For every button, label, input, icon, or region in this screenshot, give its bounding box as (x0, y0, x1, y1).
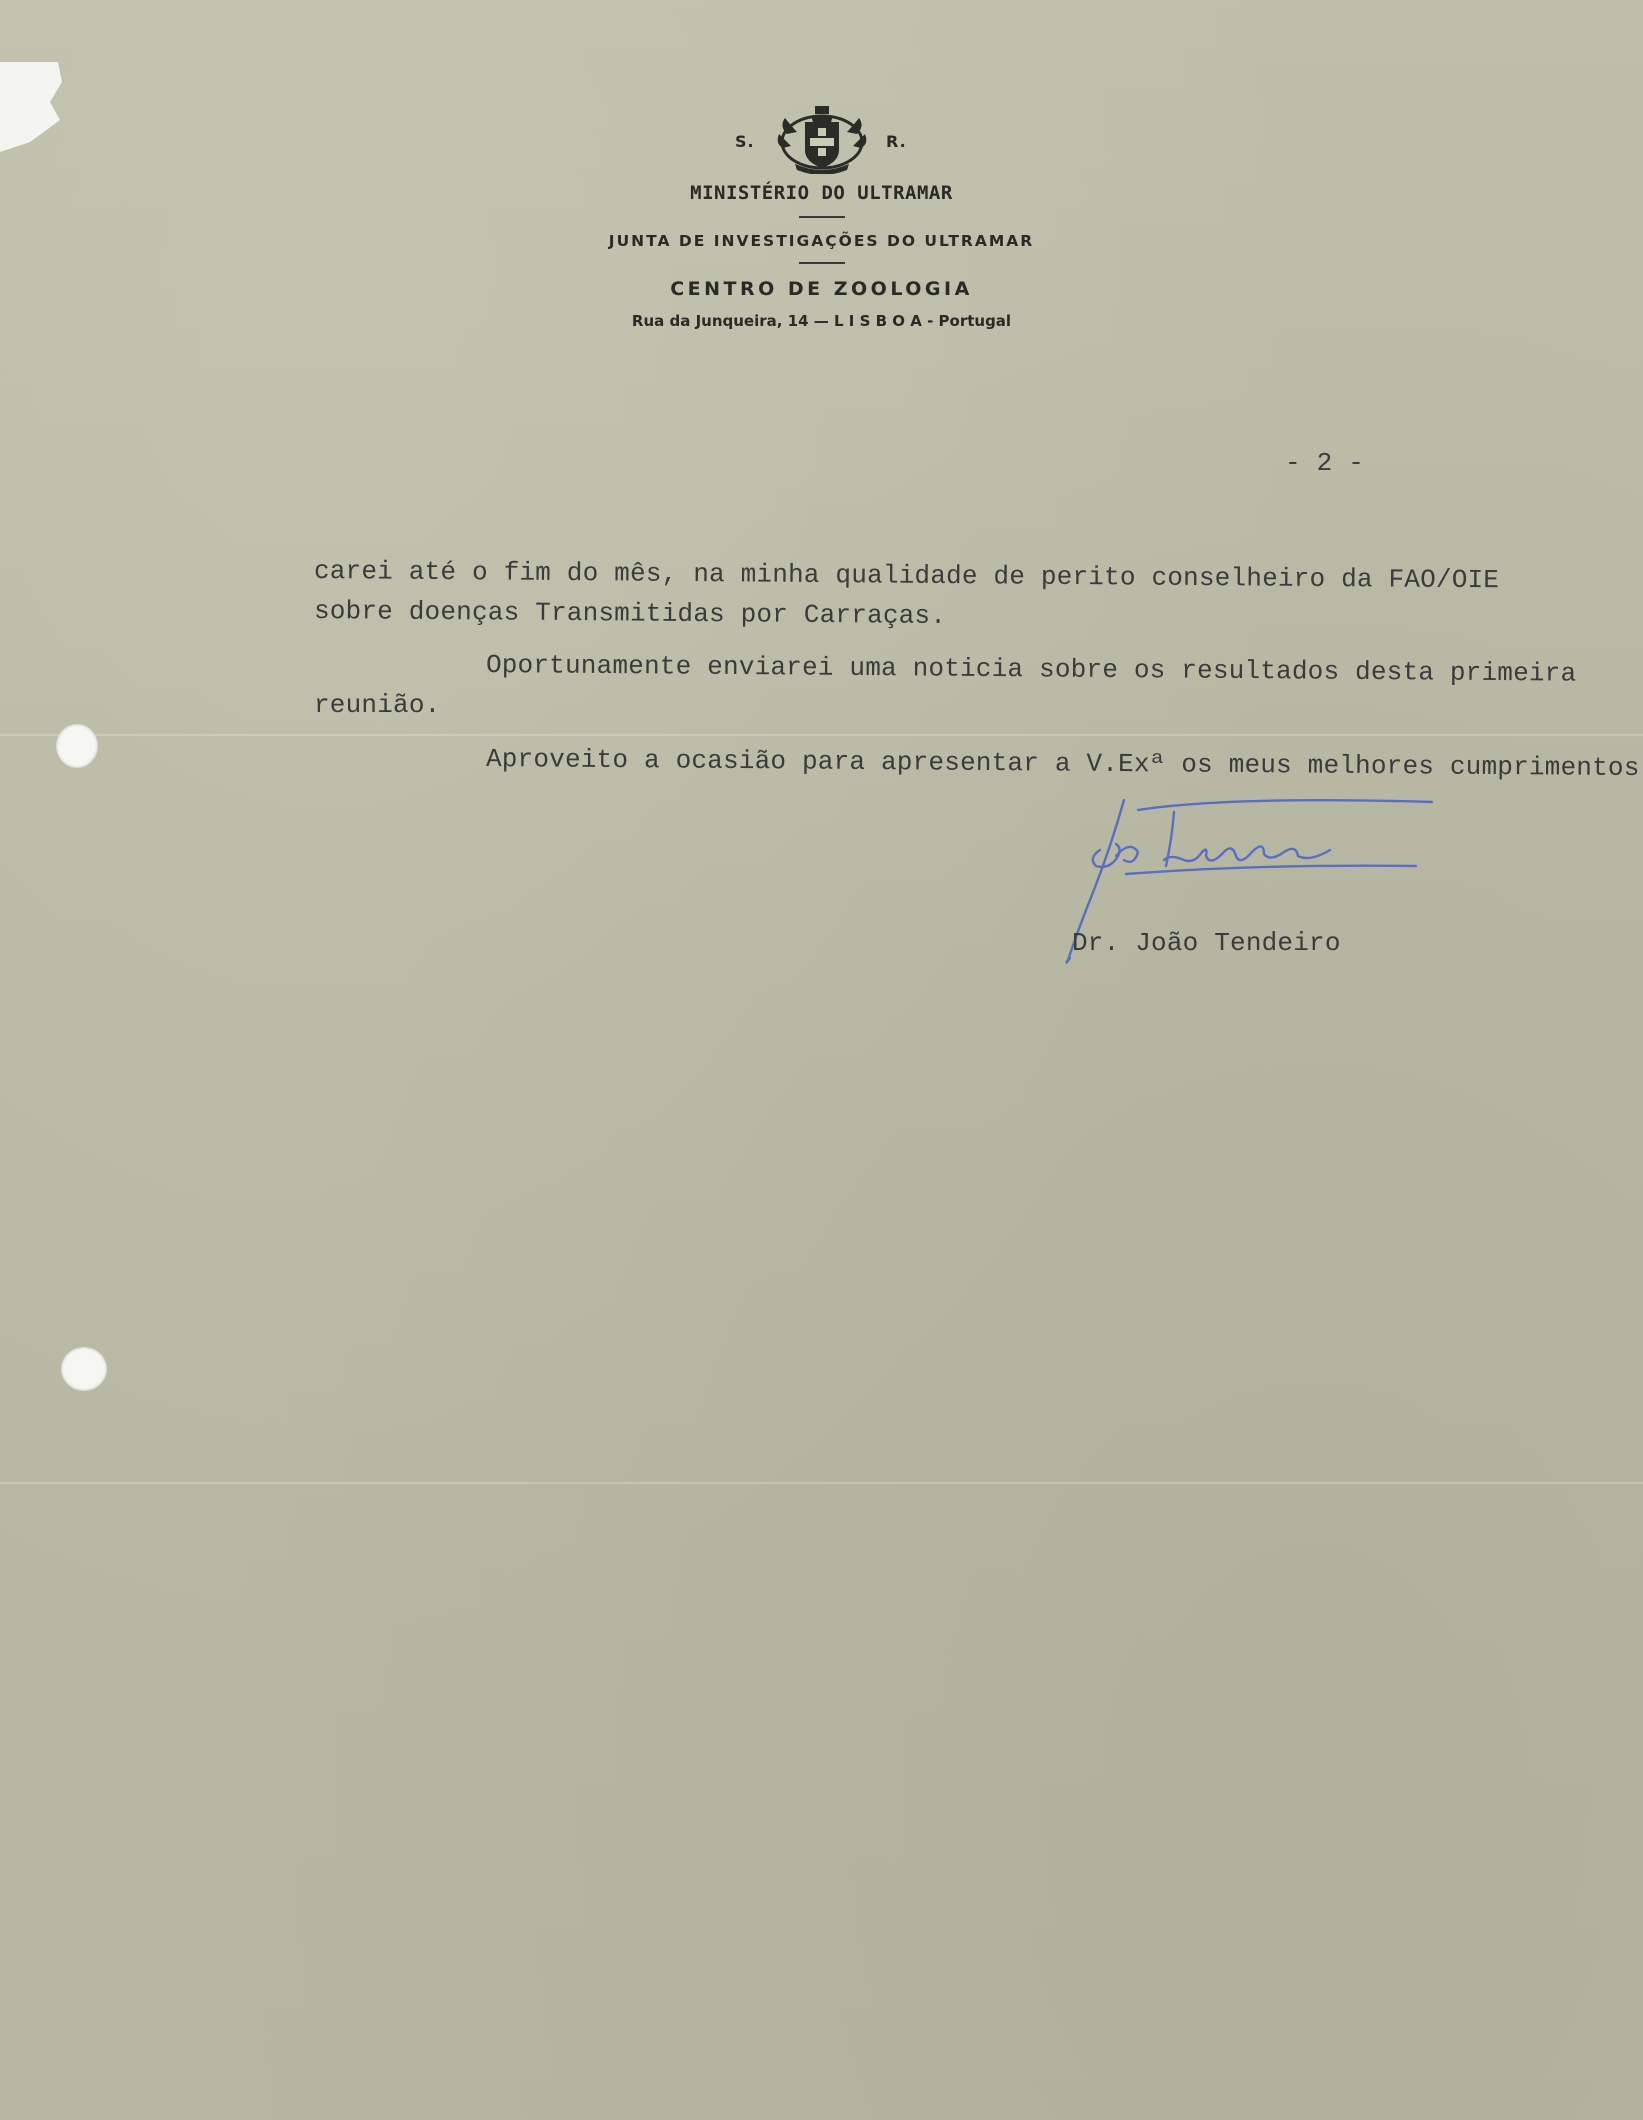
ministry-name: MINISTÉRIO DO ULTRAMAR (690, 182, 953, 204)
junta-name: JUNTA DE INVESTIGAÇÕES DO ULTRAMAR (608, 232, 1035, 250)
punch-hole (61, 1347, 107, 1391)
body-line: Aproveito a ocasião para apresentar a V.Exª os meus melhores cumprimentos (485, 744, 1640, 784)
body-line: sobre doenças Transmitidas por Carraças. (313, 596, 947, 631)
letterhead (0, 100, 1643, 330)
coat-of-arms-icon (775, 104, 869, 174)
body-line: reunião. (314, 690, 441, 720)
address: Rua da Junqueira, 14 — L I S B O A - Portugal (631, 312, 1012, 330)
body-line: carei até o fim do mês, na minha qualidade de perito conselheiro da FAO/OIE (313, 556, 1500, 596)
signatory-name: Dr. João Tendeiro (1072, 928, 1341, 958)
page-number: - 2 - (1285, 448, 1365, 478)
centro-name: CENTRO DE ZOOLOGIA (670, 278, 973, 300)
paper-fold (0, 1482, 1643, 1484)
punch-hole (56, 724, 98, 768)
divider (799, 262, 845, 264)
body-line: Oportunamente enviarei uma noticia sobre os resultados desta primeira (485, 650, 1577, 689)
paper-fold (0, 734, 1643, 736)
letterhead-initial-right: R. (886, 132, 907, 151)
crest-row (0, 100, 1643, 178)
divider (799, 216, 845, 218)
letterhead-initial-left: S. (735, 132, 755, 151)
